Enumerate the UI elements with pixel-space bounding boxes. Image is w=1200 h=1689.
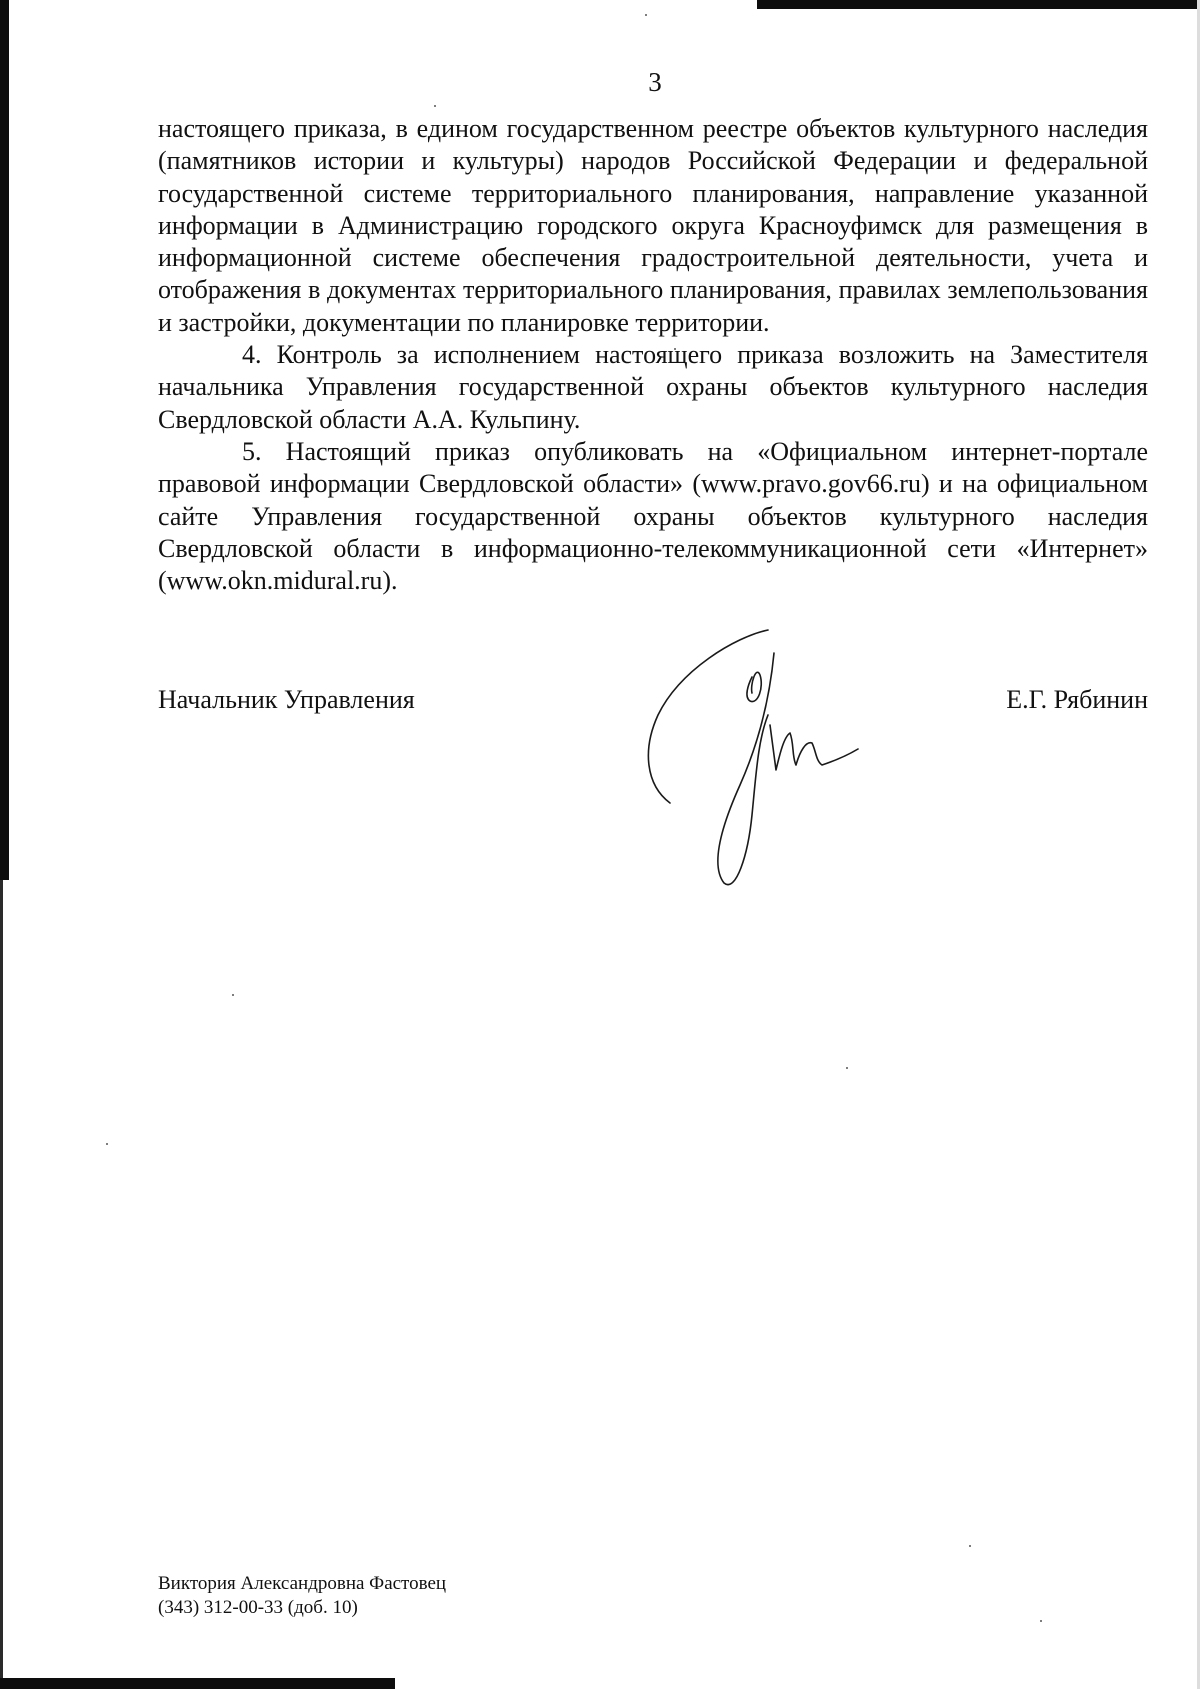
contact-name: Виктория Александровна Фастовец: [158, 1573, 447, 1594]
scan-edge-left: [0, 0, 9, 880]
handwritten-signature: [640, 625, 860, 890]
scan-speck: [645, 14, 647, 16]
page-number: 3: [648, 67, 662, 97]
contact-phone: (343) 312-00-33 (доб. 10): [158, 1597, 358, 1618]
paragraph-item-5: 5. Настоящий приказ опубликовать на «Официальном интернет-портале правовой информации Свердловской области» (www.pravo.gov66.ru) и на официальном сайте Управления государственной охраны объектов культурного наследия Свердловской области в информационно-телекоммуникационной сети «Интернет» (www.okn.midural.ru).: [158, 436, 1148, 596]
scan-speck: [969, 1545, 971, 1547]
scan-speck: [232, 994, 234, 996]
scan-speck: [846, 1067, 848, 1069]
scan-speck: [106, 1143, 108, 1145]
contact-info: [158, 1572, 446, 1620]
scan-speck: [1040, 1620, 1042, 1622]
scan-speck: [434, 105, 436, 107]
scan-edge-top: [757, 0, 1200, 9]
signatory-name: Е.Г. Рябинин: [1006, 685, 1148, 714]
scan-edge-left-thin: [0, 880, 3, 1689]
document-body: [158, 113, 1148, 597]
paragraph-item-4: 4. Контроль за исполнением настоящего приказа возложить на Заместителя начальника Управления государственной охраны объектов культурного наследия Свердловской области А.А. Кульпину.: [158, 340, 1148, 434]
paragraph-continuation: настоящего приказа, в едином государственном реестре объектов культурного наследия (памятников истории и культуры) народов Российской Федерации и федеральной государственной системе территориального планирования, направление указанной информации в Администрацию городского округа Красноуфимск для размещения в информационной системе обеспечения градостроительной деятельности, учета и отображения в документах территориального планирования, правилах землепользования и застройки, документации по планировке территории.: [158, 114, 1148, 337]
scan-edge-bottom: [0, 1678, 395, 1689]
signatory-position: Начальник Управления: [158, 685, 415, 714]
